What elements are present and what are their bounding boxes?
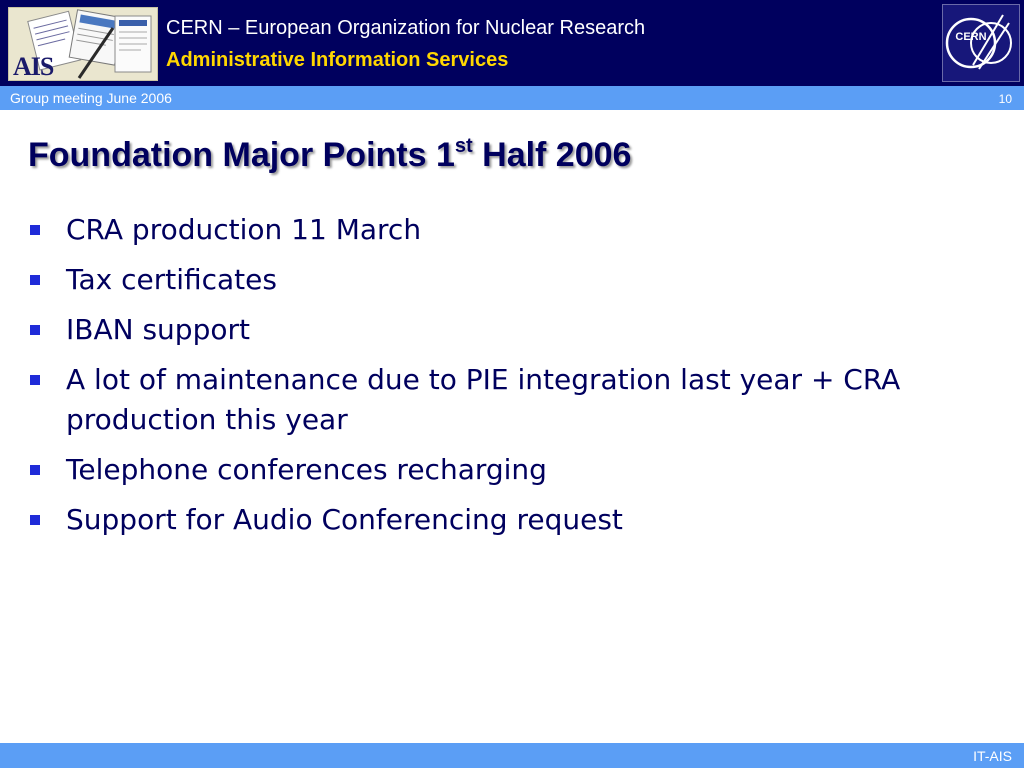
square-bullet-icon xyxy=(30,465,40,475)
slide-title-superscript: st xyxy=(454,135,473,157)
subheader-band xyxy=(0,86,1024,110)
square-bullet-icon xyxy=(30,225,40,235)
header-band xyxy=(0,0,1024,86)
square-bullet-icon xyxy=(30,515,40,525)
page-number: 10 xyxy=(998,92,1012,106)
cern-logo-artwork xyxy=(943,5,1019,81)
organization-title: CERN – European Organization for Nuclear Research xyxy=(166,17,646,39)
bullet-text: IBAN support xyxy=(66,313,250,346)
square-bullet-icon xyxy=(30,275,40,285)
bullet-text: Tax certificates xyxy=(66,263,277,296)
bullet-item xyxy=(28,260,968,300)
cern-logo xyxy=(942,4,1020,82)
footer-label: IT-AIS xyxy=(973,748,1012,764)
bullet-text: Support for Audio Conferencing request xyxy=(66,503,623,536)
ais-logo xyxy=(8,7,158,81)
bullet-item xyxy=(28,450,968,490)
bullet-list xyxy=(28,210,968,550)
ais-logo-text: AIS xyxy=(13,52,54,81)
bullet-text: Telephone conferences recharging xyxy=(66,453,547,486)
bullet-item xyxy=(28,310,968,350)
square-bullet-icon xyxy=(30,375,40,385)
cern-logo-text: CERN xyxy=(955,31,987,43)
bullet-item xyxy=(28,500,968,540)
bullet-text: CRA production 11 March xyxy=(66,213,422,246)
slide-title xyxy=(28,136,631,175)
slide-title-suffix: Half 2006 xyxy=(472,136,632,174)
bullet-item xyxy=(28,360,968,440)
footer-band xyxy=(0,743,1024,768)
square-bullet-icon xyxy=(30,325,40,335)
bullet-item xyxy=(28,210,968,250)
bullet-text: A lot of maintenance due to PIE integration last year + CRA production this year xyxy=(66,363,901,436)
organization-subtitle: Administrative Information Services xyxy=(166,49,509,71)
slide-title-prefix: Foundation Major Points 1 xyxy=(28,136,455,174)
meeting-label: Group meeting June 2006 xyxy=(10,90,172,106)
